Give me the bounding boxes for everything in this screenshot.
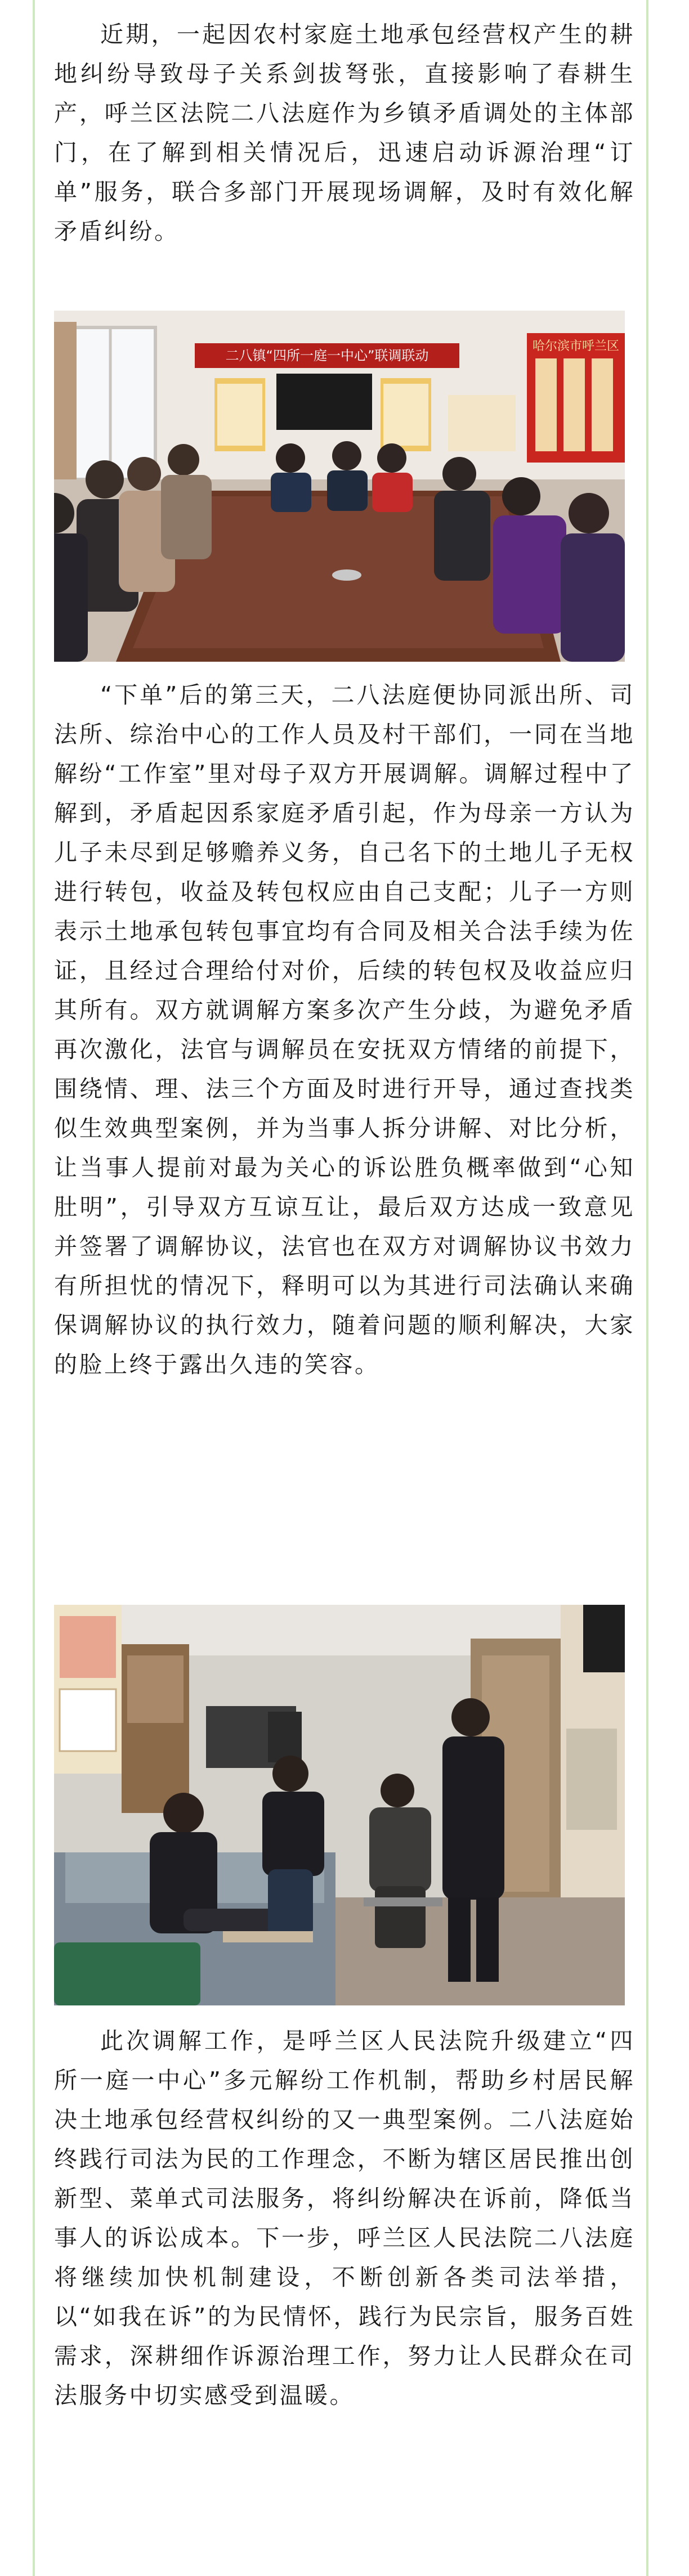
meeting-room-photo <box>54 311 625 662</box>
home-mediation-photo <box>54 1605 625 2005</box>
meeting-banner-text: 二八镇“四所一庭一中心”联调联动 <box>225 348 429 363</box>
article-paragraph-conclusion: 此次调解工作，是呼兰区人民法院升级建立“四所一庭一中心”多元解纷工作机制，帮助乡村居民解决土地承包经营权纠纷的又一典型案例。二八法庭始终践行司法为民的工作理念，不断为辖区居民推出创新型、菜单式司法服务，将纠纷解决在诉前，降低当事人的诉讼成本。下一步，呼兰区人民法院二八法庭将继续加快机制建设，不断创新各类司法举措，以“如我在诉”的为民情怀，践行为民宗旨，服务百姓需求，深耕细作诉源治理工作，努力让人民群众在司法服务中切实感受到温暖。 <box>54 2027 635 2409</box>
article-paragraph-mediation: “下单”后的第三天，二八法庭便协同派出所、司法所、综治中心的工作人员及村干部们，一同在当地解纷“工作室”里对母子双方开展调解。调解过程中了解到，矛盾起因系家庭矛盾引起，作为母亲一方认为儿子未尽到足够赡养义务，自己名下的土地儿子无权进行转包，收益及转包权应由自己支配；儿子一方则表示土地承包转包事宜均有合同及相关合法手续为佐证，且经过合理给付对价，后续的转包权及收益应归其所有。双方就调解方案多次产生分歧，为避免矛盾再次激化，法官与调解员在安抚双方情绪的前提下，围绕情、理、法三个方面及时进行开导，通过查找类似生效典型案例，并为当事人拆分讲解、对比分析，让当事人提前对最为关心的诉讼胜负概率做到“心知肚明”，引导双方互谅互让，最后双方达成一致意见并签署了调解协议，法官也在双方对调解协议书效力有所担忧的情况下，释明可以为其进行司法确认来确保调解协议的执行效力，随着问题的顺利解决，大家的脸上终于露出久违的笑容。 <box>54 681 635 1378</box>
article-paragraph-intro: 近期，一起因农村家庭土地承包经营权产生的耕地纠纷导致母子关系剑拔弩张，直接影响了春耕生产，呼兰区法院二八法庭作为乡镇矛盾调处的主体部门，在了解到相关情况后，迅速启动诉源治理“订单”服务，联合多部门开展现场调解，及时有效化解矛盾纠纷。 <box>54 21 635 245</box>
right-board-text: 哈尔滨市呼兰区 <box>532 339 620 353</box>
